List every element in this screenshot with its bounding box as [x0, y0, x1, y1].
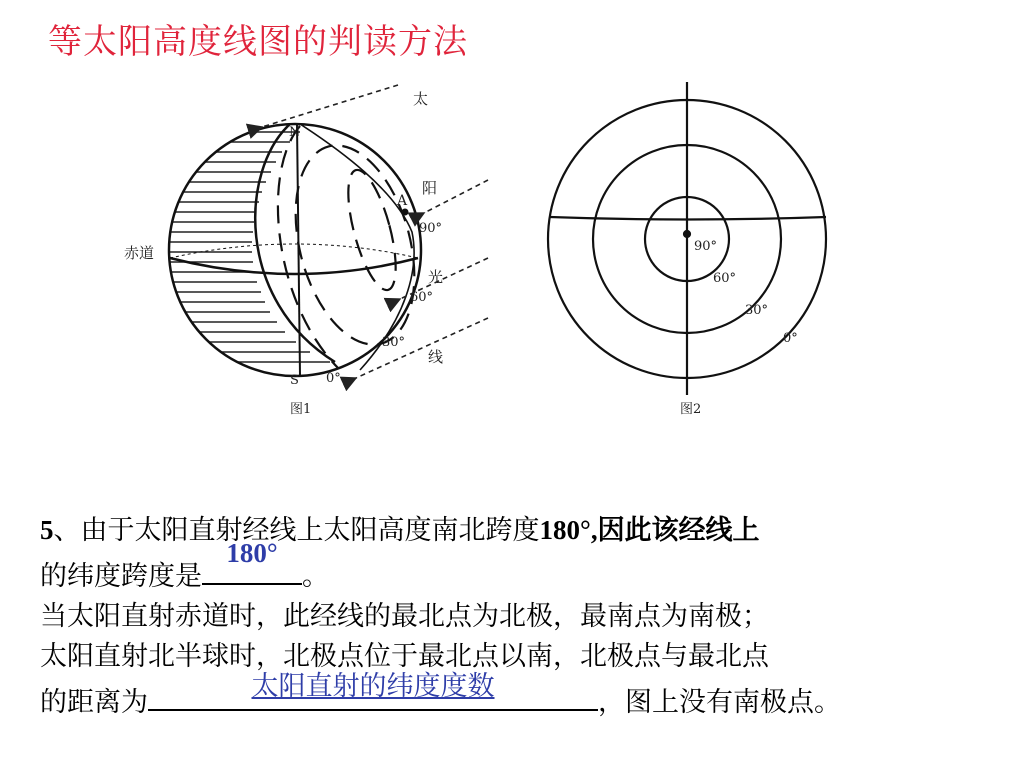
- figure1-caption: 图1: [290, 402, 312, 417]
- question-line-2-end: 。: [302, 561, 329, 592]
- question-line-5-text: 的距离为: [40, 687, 148, 718]
- question-line-3: 当太阳直射赤道时，此经线的最北点为北极，最南点为南极；: [40, 601, 769, 632]
- question-line-1-text: 、由于太阳直射经线上太阳高度南北跨度: [53, 515, 540, 546]
- fig2-label-0: 0°: [783, 331, 798, 346]
- label-90: 90°: [419, 221, 443, 236]
- question-line-2-text: 的纬度跨度是: [40, 561, 202, 592]
- fig2-label-90: 90°: [694, 239, 718, 254]
- sun-char-2: 阳: [422, 179, 438, 197]
- sun-char-4: 线: [428, 348, 444, 366]
- label-0: 0°: [326, 371, 341, 386]
- label-30: 30°: [382, 335, 406, 350]
- label-south: S: [290, 373, 299, 388]
- fig2-label-60: 60°: [713, 271, 737, 286]
- question-line-5-end: ，图上没有南极点。: [598, 687, 841, 718]
- question-number: 5: [40, 515, 54, 545]
- question-line-2: [40, 538, 1000, 597]
- question-line-1: [40, 510, 1000, 551]
- label-60: 60°: [410, 290, 434, 305]
- answer-blank-1: [202, 538, 302, 585]
- figure2-polar: [548, 82, 826, 395]
- question-text: [40, 510, 1000, 723]
- question-line-4: 太阳直射北半球时，北极点位于最北点以南，北极点与最北点: [40, 641, 769, 672]
- sun-char-1: 太: [413, 90, 429, 108]
- label-point-a: A: [397, 193, 408, 209]
- answer-blank-2: [148, 671, 598, 711]
- answer-1: 180°: [226, 538, 278, 568]
- question-line-1-end: ,因此该经线上: [590, 515, 760, 545]
- slide-title: 等太阳高度线图的判读方法: [48, 22, 468, 62]
- figure1-earth: [120, 100, 438, 420]
- question-line-5: [40, 671, 1000, 723]
- label-north: N: [289, 125, 301, 140]
- figure2-caption: 图2: [680, 402, 702, 417]
- span-value: 180°: [539, 515, 591, 545]
- label-equator: 赤道: [124, 244, 155, 262]
- fig2-label-30: 30°: [745, 303, 769, 318]
- answer-2: 太阳直射的纬度度数: [251, 671, 495, 702]
- sun-char-3: 光: [428, 268, 444, 286]
